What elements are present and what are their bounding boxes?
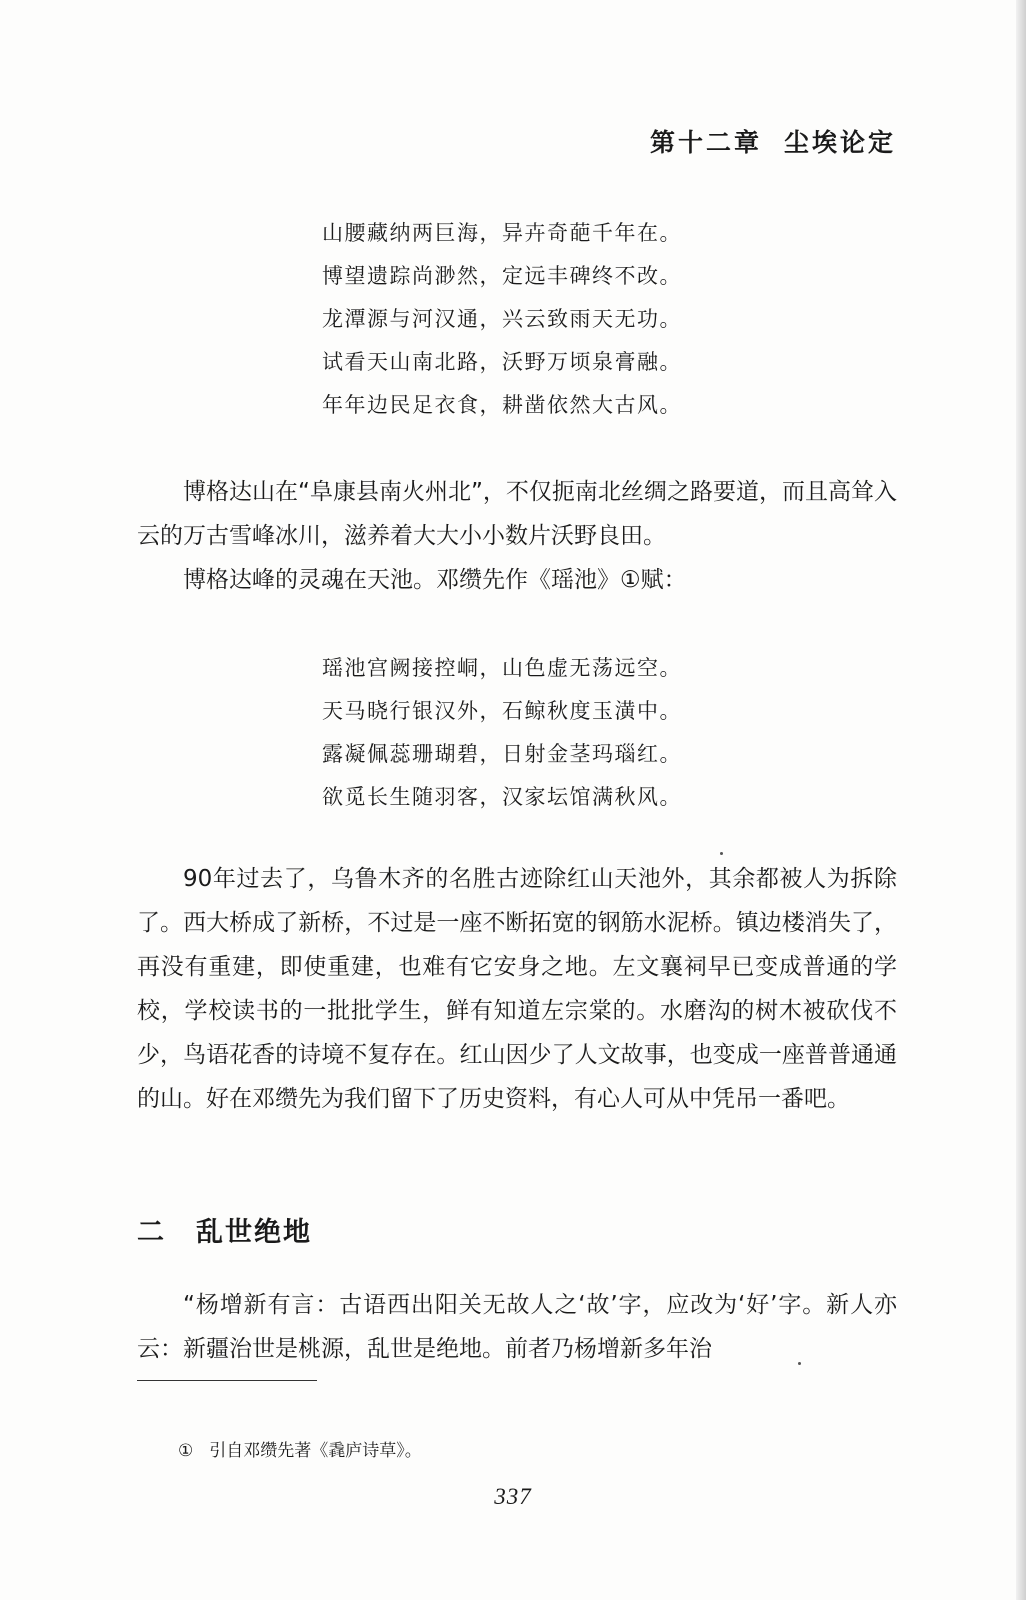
poem-line: 露凝佩蕊珊瑚碧，日射金茎玛瑙红。	[322, 742, 682, 766]
paragraph: 90年过去了，乌鲁木齐的名胜古迹除红山天池外，其余都被人为拆除了。西大桥成了新桥，不过是一座不断拓宽的钢筋水泥桥。镇边楼消失了，再没有重建，即使重建，也难有它安身之地。左文襄祠早已变成普通的学校，学校读书的一批批学生，鲜有知道左宗棠的。水磨沟的树木被砍伐不少，鸟语花香的诗境不复存在。红山因少了人文故事，也变成一座普普通通的山。好在邓缵先为我们留下了历史资料，有心人可从中凭吊一番吧。	[137, 866, 897, 1112]
paragraph: “杨增新有言：古语西出阳关无故人之‘故’字，应改为‘好’字。新人亦云：新疆治世是桃源，乱世是绝地。前者乃杨增新多年治	[137, 1292, 897, 1362]
poem-line: 瑶池宫阙接控峒，山色虚无荡远空。	[322, 656, 682, 680]
poem-line: 博望遗踪尚渺然，定远丰碑终不改。	[322, 264, 682, 288]
prose-block-1	[137, 470, 897, 602]
poem-line: 年年边民足衣食，耕凿依然大古风。	[322, 393, 682, 417]
paragraph: 博格达山在“阜康县南火州北”，不仅扼南北丝绸之路要道，而且高耸入云的万古雪峰冰川，滋养着大大小小数片沃野良田。	[137, 479, 897, 549]
prose-block-2	[137, 857, 897, 1121]
section-heading	[137, 1210, 312, 1249]
footnote-mark: ①	[178, 1441, 194, 1461]
poem-block-2	[322, 647, 682, 819]
chapter-label: 第十二章	[649, 128, 762, 157]
poem-line: 山腰藏纳两巨海，异卉奇葩千年在。	[322, 221, 682, 245]
poem-line: 欲觅长生随羽客，汉家坛馆满秋风。	[322, 785, 682, 809]
footnote	[178, 1436, 422, 1461]
section-number: 二	[137, 1217, 166, 1248]
section-title-text: 乱世绝地	[196, 1217, 312, 1248]
footnote-text: 引自邓缵先著《毳庐诗草》。	[209, 1441, 422, 1461]
running-head	[650, 123, 896, 159]
paragraph: 博格达峰的灵魂在天池。邓缵先作《瑶池》①赋：	[183, 567, 687, 593]
prose-block-3	[137, 1283, 897, 1371]
poem-block-1	[322, 212, 682, 427]
poem-line: 试看天山南北路，沃野万顷泉膏融。	[322, 350, 682, 374]
page-edge-shadow	[1016, 0, 1026, 1600]
scan-speck	[798, 1362, 801, 1365]
footnote-divider	[137, 1380, 317, 1381]
chapter-title: 尘埃论定	[783, 128, 896, 157]
scan-speck	[720, 852, 723, 855]
poem-line: 龙潭源与河汉通，兴云致雨天无功。	[322, 307, 682, 331]
page-number: 337	[494, 1484, 532, 1509]
poem-line: 天马晓行银汉外，石鲸秋度玉潢中。	[322, 699, 682, 723]
